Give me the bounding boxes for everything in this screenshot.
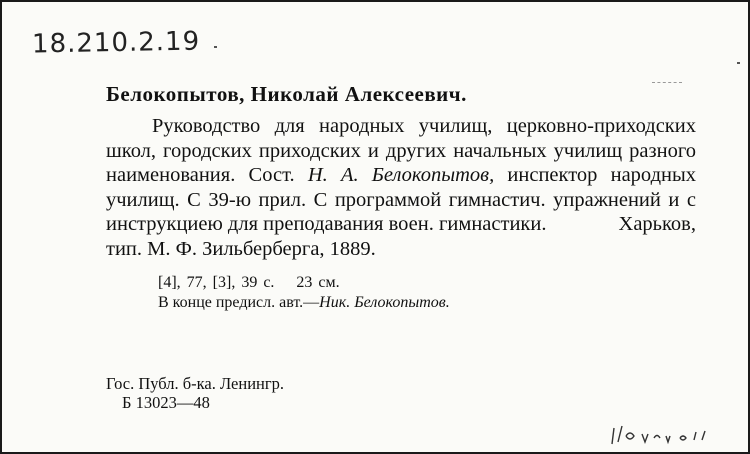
book-size: 23 см. <box>296 274 340 291</box>
title-text: Руководство для народных училищ, церковно-приходских школ, городских приходских и других начальных училищ разного наименования. Сост. <box>106 115 696 186</box>
compiler-name: Н. А. Белокопытов, <box>307 164 495 186</box>
publication-place: Харьков, <box>618 213 696 235</box>
collation <box>158 274 340 292</box>
note <box>158 294 450 312</box>
author-heading: Белокопытов, Николай Алексеевич. <box>106 82 467 106</box>
pagination: [4], 77, [3], 39 с. <box>158 274 275 291</box>
handwritten-scribble <box>602 420 722 450</box>
call-number: 18.210.2.19 <box>31 26 201 60</box>
compiler-position: инспектор народных училищ. С 39-ю прил. С программой гимнастич. упражнений и с инструкциею для преподавания воен. гимнастики. <box>106 164 696 235</box>
stray-dot <box>737 62 740 64</box>
library-name: Гос. Публ. б-ка. Ленингр. <box>106 374 285 393</box>
library-stamp <box>106 374 284 412</box>
imprint: тип. М. Ф. Зильберберга, 1889. <box>106 237 376 260</box>
title-description <box>106 114 696 261</box>
note-prefix: В конце предисл. авт.— <box>158 294 320 311</box>
note-author: Ник. Белокопытов. <box>319 294 450 311</box>
stray-dot <box>214 46 217 48</box>
inventory-number: Б 13023—48 <box>122 393 210 412</box>
pencil-dash-mark <box>652 82 682 84</box>
